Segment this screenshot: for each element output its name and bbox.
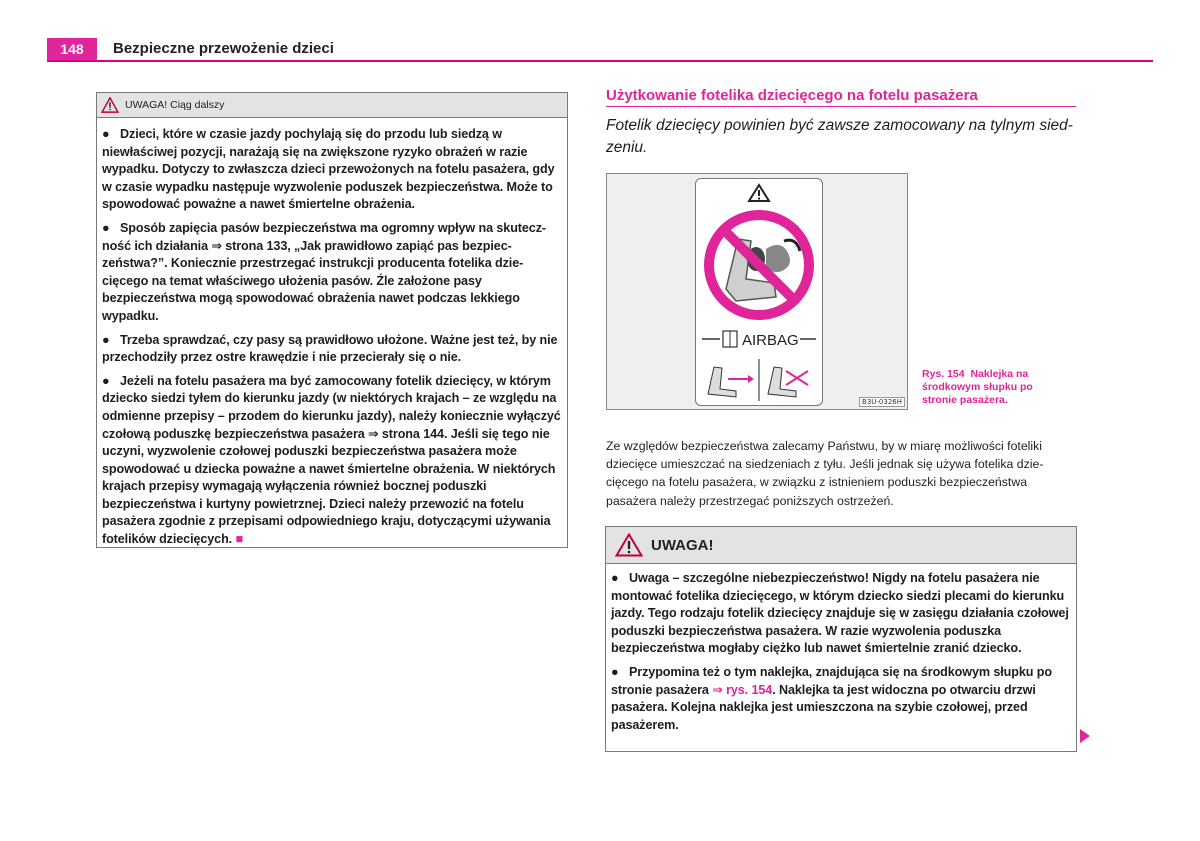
warning-box-title: UWAGA!	[651, 536, 714, 554]
warning-box-continued	[96, 92, 568, 548]
warning-bullet: ● Uwaga – szczególne niebezpieczeństwo! Nigdy na fotelu pasażera nie montować fotelika dziecięcego, w którym dziecko siedzi plecami do kierunku jazdy. Tego rodzaju fotelik dziecięcy znajduje się w zasięgu działania czołowej poduszki bezpieczeństwa pasażera. W razie wyzwolenia poduszka bezpieczeństwa mogłaby ciężko lub nawet śmiertelnie zranić dziecko.	[611, 571, 1069, 656]
warning-bullet: ● Przypomina też o tym naklejka, znajdująca się na środkowym słupku po stronie pasażera ⇒ rys. 154. Naklejka ta jest widoczna po otwarciu drzwi pasażera. Kolejna naklejka jest umieszczona na szybie czołowej, przed pasażerem.	[611, 664, 1052, 732]
lead-paragraph: Fotelik dziecięcy powinien być zawsze zamocowany na tylnym sied-zeniu.	[606, 117, 1073, 156]
airbag-warning-sticker	[695, 178, 823, 406]
figure-reference-link[interactable]: ⇒ rys. 154	[712, 682, 773, 697]
warning-bullet: ● Sposób zapięcia pasów bezpieczeństwa ma ogromny wpływ na skutecz-ność ich działania ⇒ strona 133, „Jak prawidłowo zapiąć pas bezpiec-zeństwa?”. Koniecznie przestrzegać instrukcji producenta fotelika dzie-cięcego na temat właściwego ułożenia pasów. Źle założone pasy bezpieczeństwa mogą spowodować obrażenia nawet podczas lekkiego wypadku.	[102, 220, 546, 323]
seat-facing-icon-left	[708, 367, 754, 397]
caption-text: Naklejka na środkowym słupku po stronie pasażera.	[922, 368, 1033, 406]
caption-number: Rys. 154	[922, 368, 965, 380]
warning-box	[605, 526, 1077, 752]
page-header	[47, 38, 1153, 62]
warning-box-body	[97, 118, 567, 549]
end-marker: ■	[235, 532, 243, 547]
warning-box-header	[606, 527, 1076, 564]
warning-bullet: ● Jeżeli na fotelu pasażera ma być zamocowany fotelik dziecięcy, w którym dziecko siedzi tyłem do kierunku jazdy (w niektórych krajach – ze względu na odmienne przepisy – przodem do kierunku jazdy), należy koniecznie wyłączyć czołową poduszkę bezpieczeństwa pasażera ⇒ strona 144. Jeśli się tego nie uczyni, wyzwolenie czołowej poduszki bezpieczeństwa pasażera może spowodować u dziecka poważne a nawet śmiertelne obrażenia. W niektórych krajach przepisy wymagają wyłączenia również bocznej poduszki bezpieczeństwa i kurtyny powietrznej. Dzieci należy przewozić na fotelu pasażera zgodnie z przepisami odpowiedniego kraju, dotyczącymi używania fotelików dziecięcych. ■	[102, 373, 561, 547]
section-title: Użytkowanie fotelika dziecięcego na fotelu pasażera	[606, 87, 1076, 107]
sticker-airbag-label: AIRBAG	[742, 332, 799, 349]
seat-facing-icon-right	[768, 367, 808, 397]
warning-triangle-icon	[101, 97, 119, 113]
warning-bullet: ● Trzeba sprawdzać, czy pasy są prawidłowo ułożone. Ważne jest też, by nie przechodziły przez ostre krawędzie i nie przecierały się o nie.	[102, 332, 558, 365]
chapter-title: Bezpieczne przewożenie dzieci	[113, 40, 334, 57]
warning-box-header	[97, 93, 567, 118]
airbag-sticker-illustration	[696, 179, 822, 405]
next-page-arrow-icon	[1080, 729, 1090, 743]
warning-bullet: ● Dzieci, które w czasie jazdy pochylają się do przodu lub siedzą w niewłaściwej pozycji, narażają się na zwiększone ryzyko obrażeń w razie wypadku. Dotyczy to zwłaszcza dzieci przewożonych na fotelu pasażera, gdy w czasie wypadku następuje wyzwolenie poduszek bezpieczeństwa. Może to spowodować poważne a nawet śmiertelne obrażenia.	[102, 127, 555, 212]
warning-box-title: UWAGA! Ciąg dalszy	[125, 99, 225, 111]
image-code: B3U-0326H	[859, 397, 905, 407]
warning-box-body	[606, 564, 1076, 734]
page-number: 148	[47, 38, 97, 60]
warning-triangle-icon	[615, 533, 643, 557]
figure-caption	[922, 368, 1062, 407]
body-paragraph: Ze względów bezpieczeństwa zalecamy Państwu, by w miarę możliwości foteliki dziecięce umieszczać na siedzeniach z tyłu. Jeśli jednak się używa fotelika dzie-cięcego na fotelu pasażera, w związku z istnieniem poduszki bezpieczeństwa pasażera należy przestrzegać poniższych ostrzeżeń.	[606, 439, 1044, 508]
figure-airbag-sticker	[606, 173, 908, 410]
